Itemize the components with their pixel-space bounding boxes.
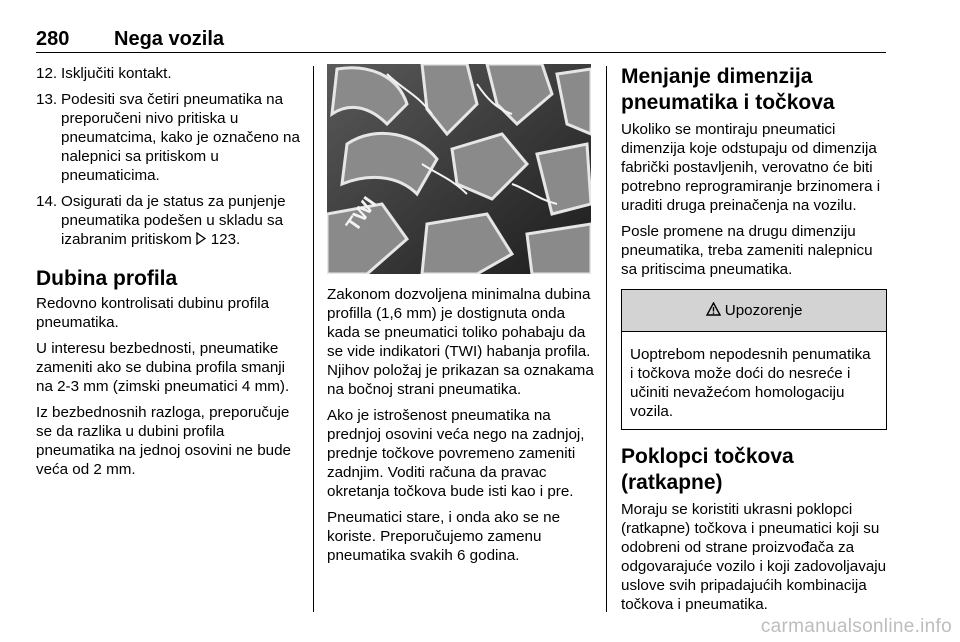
header-rule (36, 52, 886, 53)
page-ref: 123. (210, 231, 241, 248)
list-item: 12. Isključiti kontakt. (36, 65, 172, 82)
paragraph: Pneumatici stare, i onda ako se ne koriste. Preporučujemo zamenu pneumatika svakih 6 godina. (327, 509, 561, 564)
twi-label: TWI (342, 193, 382, 236)
paragraph: Redovno kontrolisati dubinu profila pneumatika. (36, 295, 270, 331)
steps-list (36, 64, 304, 249)
page-ref-arrow-icon (196, 232, 211, 247)
warning-title: Upozorenje (724, 302, 803, 319)
list-item: 14. Osigurati da je status za punjenje pneumatika podešen u skladu sa izabranim pritiskom 123. (36, 193, 286, 248)
tire-tread-image (327, 64, 591, 274)
paragraph: Ako je istrošenost pneumatika na prednjoj osovini veća nego na zadnjoj, prednje točkove povremeno zameniti zadnjim. Voditi računa da pravac okretanja točkova bude isti kao i pre. (327, 407, 585, 500)
section-heading: Menjanje dimenzija pneumatika i točkova (621, 65, 835, 114)
section-heading: Poklopci točkova (ratkapne) (621, 445, 794, 494)
column-2 (327, 64, 595, 572)
column-divider (313, 66, 314, 612)
warning-header (622, 290, 886, 332)
paragraph: Iz bezbednosnih razloga, preporučuje se da razlika u dubini profila pneumatika na jednoj osovini ne bude veća od 2 mm. (36, 404, 291, 478)
list-item: 13. Podesiti sva četiri pneumatika na preporučeni nivo pritiska u pneumatcima, kako je označeno na nalepnici sa pritiskom u pneumaticima. (36, 91, 300, 184)
warning-triangle-icon (706, 302, 725, 319)
page-title: Nega vozila (114, 28, 225, 50)
page-number: 280 (36, 28, 70, 50)
warning-box (621, 289, 887, 430)
column-divider (606, 66, 607, 612)
paragraph: U interesu bezbednosti, pneumatike zameniti ako se dubina profila smanji na 2-3 mm (zimski pneumatici 4 mm). (36, 340, 290, 395)
warning-text: Uoptrebom nepodesnih penumatika i točkova može doći do nesreće i učiniti nevažećom homologaciju vozila. (630, 346, 871, 420)
page-header (36, 28, 886, 54)
paragraph: Moraju se koristiti ukrasni poklopci (ratkapne) točkova i pneumatici koji su odobreni od strane proizvođača za odgovarajuće vozilo i koji zadovoljavaju uslove svih pripadajućih kombinacija točkova i pneumatika. (621, 501, 887, 613)
column-1 (36, 64, 304, 486)
paragraph: Posle promene na drugu dimenziju pneumatika, treba zameniti nalepnicu sa pritiscima pneumatika. (621, 223, 873, 278)
paragraph: Zakonom dozvoljena minimalna dubina profilla (1,6 mm) je dostignuta onda kada se pneumatici toliko pohabaju da se vide indikatori (TWI) habanja profila. Njihov položaj je prikazan sa oznakama na bočnoj strani pneumatika. (327, 286, 594, 398)
column-3 (621, 64, 887, 621)
section-heading: Dubina profila (36, 267, 178, 290)
watermark: carmanualsonline.info (760, 616, 952, 637)
paragraph: Ukoliko se montiraju pneumatici dimenzija koje odstupaju od dimenzija fabrički postavljenih, verovatno će biti potrebno reprogramiranje brzinomera i uraditi druga preinačenja na vozilu. (621, 121, 881, 214)
